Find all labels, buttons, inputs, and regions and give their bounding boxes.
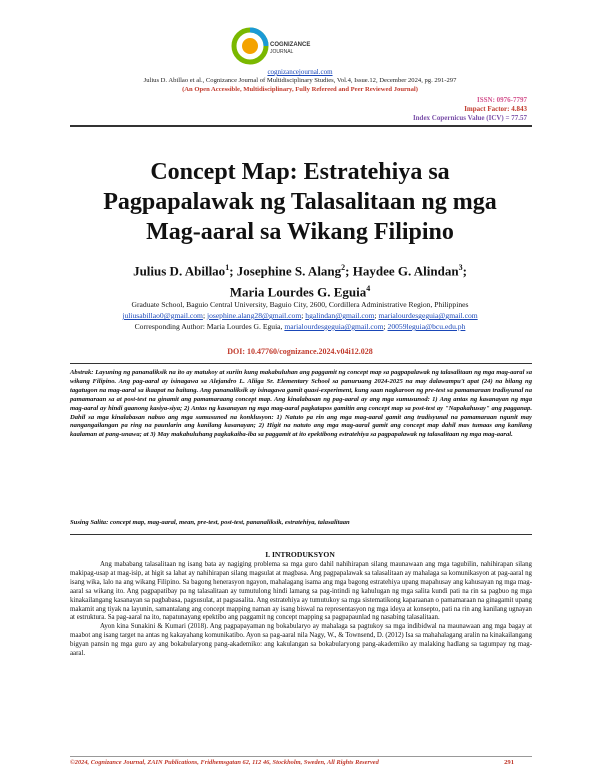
page-number: 291 <box>504 759 514 766</box>
footer-copyright: ©2024, Cognizance Journal, ZAIN Publications, Fridhemsgatan 62, 112 46, Stockholm, Sweden, All Rights Reserved <box>70 759 379 766</box>
abstract-text: Layuning ng pananaliksik na ito ay matukoy at suriin kung makabuluhan ang paggamit ng concept map sa pagpapalawak ng talasalitaan ng mga mag-aaral sa wikang Filipino. Ang pag-aaral ay isinagawa sa Alejandro L. Aliiga Sr. Elementary School sa panuruang 2024-2025 na may dalawampu't apat (24) na bilang ng tagatugon na mag-aaral sa ikaapat na baitang. Ang pananaliksik ay isinagawa gamit quasi-experiment, kung saan nagkaroon ng pre-test sa pamamaraan tradisyunal na pamamaraan sa at post-test na ginamit ang pamamaraang concept map. Ang kinalabasan ng pag-aaral ay ang mga sumusunod: 1) Ang antas ng kasanayan ng mga mag-aaral ay hindi gaanong kasiya-siya; 2) Antas ng kasanayan ng mga mag-aaral pagkatapos gamitin ang concept map sa post-test ay "Napakahusay" ang pagganap. Dahil sa mga kinalabasan nabuo ang mga sumusunod na konklusyon: 1) Natuto pa rin ang mga mag-aaral gamit ang tradisyunal na pamamaraan ngunit may nangangailangan pa ring na paunlarin ang kanilang kasanayan; 2) Higit na natuto ang mga mag-aaral gamit ang concept map dahil mas tumaas ang kanilang kaalaman at pang-unawa; at 3) May makabuluhang pagkakaiba-iba sa paggamit at ito epektibong estratehiya sa pagpapalawak ng talasalitaan ng mga mag-aaral. <box>70 369 532 439</box>
abstract-divider <box>70 363 532 364</box>
citation-line: Julius D. Abillao et al., Cognizance Journal of Multidisciplinary Studies, Vol.4, Issue.12, December 2024, pg. 291-297 <box>143 77 457 84</box>
open-access-note: (An Open Accessible, Multidisciplinary, Fully Refereed and Peer Reviewed Journal) <box>182 86 418 93</box>
issn: ISSN: 0976-7797 <box>477 96 527 104</box>
author-sup: 1 <box>225 263 230 272</box>
email-link[interactable]: 20059leguia@bcu.edu.ph <box>387 322 466 331</box>
paragraph: Ang mababang talasalitaan ng isang bata ay nagiging problema sa mga guro dahil nahihirapan silang maunawaan ang mga tagubilin, nahihirapan silang makipag-usap at mag-isip, at higit sa lahat ay nahihirapan silang magsulat at magbasa. Ang pagpapalawak sa talasalitaan ay mahalaga sa komunikasyon at pag-aaral ng isang wika, lalo na ang wikang Filipino. Sa bagong henerasyon ngayon, mahalagang isama ang mga bagong estratehiya upang mapahusay ang kahusayan ng mga mag-aaral sa wikang ito. Ang pagpapatibay pa ng talasalitaan ay tumutulong hindi lamang sa pag-intindi ng kahulugan ng mga salita kundi pati na rin sa pagbuo ng mga kinakailangang kasanayan sa pagbabasa, pagsusulat, at pagsasalita. Ang estratehiya ay tumutukoy sa mga sistematikong kaparaanan o pamamaraan na ginagamit upang makamit ang tiyak na layunin, samantalang ang concept mapping naman ay isang biswal na representasyon ng mga ideya at konsepto, pati na rin ang kanilang ugnayan at estruktura. Sa pag-aaral na ito, napatunayang epektibo ang paggamit ng concept mapping sa pagpapaunlad ng nasabing talasalitaan. <box>70 561 532 622</box>
email-link[interactable]: marialourdesgeguia@gmail.com <box>284 322 384 331</box>
body-text <box>70 561 532 659</box>
abstract <box>70 369 532 440</box>
cognizance-logo <box>228 26 318 66</box>
abstract-label: Abstrak: <box>70 369 94 376</box>
section-heading: I. INTRODUKSYON <box>265 550 335 559</box>
affiliation-block: Graduate School, Baguio Central University, Baguio City, 2600, Cordillera Administrative Region, Philippines juliusabillao0@gmail.com; josephine.alang28@gmail.com; hgalindan@gmail.com; marialourdesgeguia@gmail.com Corresponding Author: Maria Lourdes G. Eguia, marialourdesgeguia@gmail.com; 20059leguia@bcu.edu.ph <box>60 299 540 332</box>
keywords-divider <box>70 534 532 535</box>
author-sup: 3 <box>458 263 463 272</box>
email-link[interactable]: marialourdesgeguia@gmail.com <box>378 311 478 320</box>
title-line-1: Concept Map: Estratehiya sa <box>150 159 450 185</box>
svg-text:JOURNAL: JOURNAL <box>270 49 294 55</box>
impact-factor: Impact Factor: 4.843 <box>464 105 527 113</box>
author-name: ; Josephine S. Alang <box>229 263 342 279</box>
title-line-2: Pagpapalawak ng Talasalitaan ng mga <box>103 189 497 215</box>
author-name: ; Haydee G. Alindan <box>345 263 459 279</box>
keywords-text: concept map, mag-aaral, mean, pre-test, post-test, pananaliksik, estratehiya, talasalitaan <box>109 519 350 526</box>
header-divider <box>70 125 532 127</box>
icv-value: Index Copernicus Value (ICV) = 77.57 <box>412 114 527 122</box>
paper-title <box>40 157 560 247</box>
title-line-3: Mag-aaral sa Wikang Filipino <box>146 219 454 245</box>
affiliation: Graduate School, Baguio Central University, Baguio City, 2600, Cordillera Administrative Region, Philippines <box>131 300 469 309</box>
doi[interactable]: DOI: 10.47760/cognizance.2024.v04i12.028 <box>227 347 373 356</box>
author-sup: 4 <box>366 284 371 294</box>
corresponding-author: Corresponding Author: Maria Lourdes G. Eguia, <box>134 322 283 331</box>
email-link[interactable]: hgalindan@gmail.com <box>305 311 375 320</box>
author-separator: ; <box>462 263 467 279</box>
author-name: Maria Lourdes G. Eguia <box>229 284 367 300</box>
author-sup: 2 <box>341 263 346 272</box>
author-name: Julius D. Abillao <box>133 263 226 279</box>
svg-text:COGNIZANCE: COGNIZANCE <box>270 42 311 48</box>
keywords <box>70 519 532 526</box>
footer-divider <box>70 756 532 757</box>
keywords-label: Susing Salita: <box>70 519 109 526</box>
paragraph: Ayon kina Sunakini & Kumari (2018). Ang pagpapayaman ng bokabularyo ay mahalaga sa pagtukoy sa mga indibidwal na maunawaan ang mga bagay at maabot ang isang target na antas ng kakayahang komunikatibo. Ayon sa pag-aaral nila Nagy, W., & Townsend, D. (2012) Isa sa mahahalagang aralin na kinakailangang bigyan pansin ng mga guro ay ang bokabularyong pang-akademiko: ang kakulangan sa bokabularyong pang-akademiko ay malaking hadlang sa tagumpay ng mag-aaral. <box>70 623 532 658</box>
email-link[interactable]: josephine.alang28@gmail.com <box>206 311 302 320</box>
journal-link[interactable]: cognizancejournal.com <box>267 68 333 76</box>
email-link[interactable]: juliusabillao0@gmail.com <box>122 311 203 320</box>
author-list <box>60 259 540 302</box>
